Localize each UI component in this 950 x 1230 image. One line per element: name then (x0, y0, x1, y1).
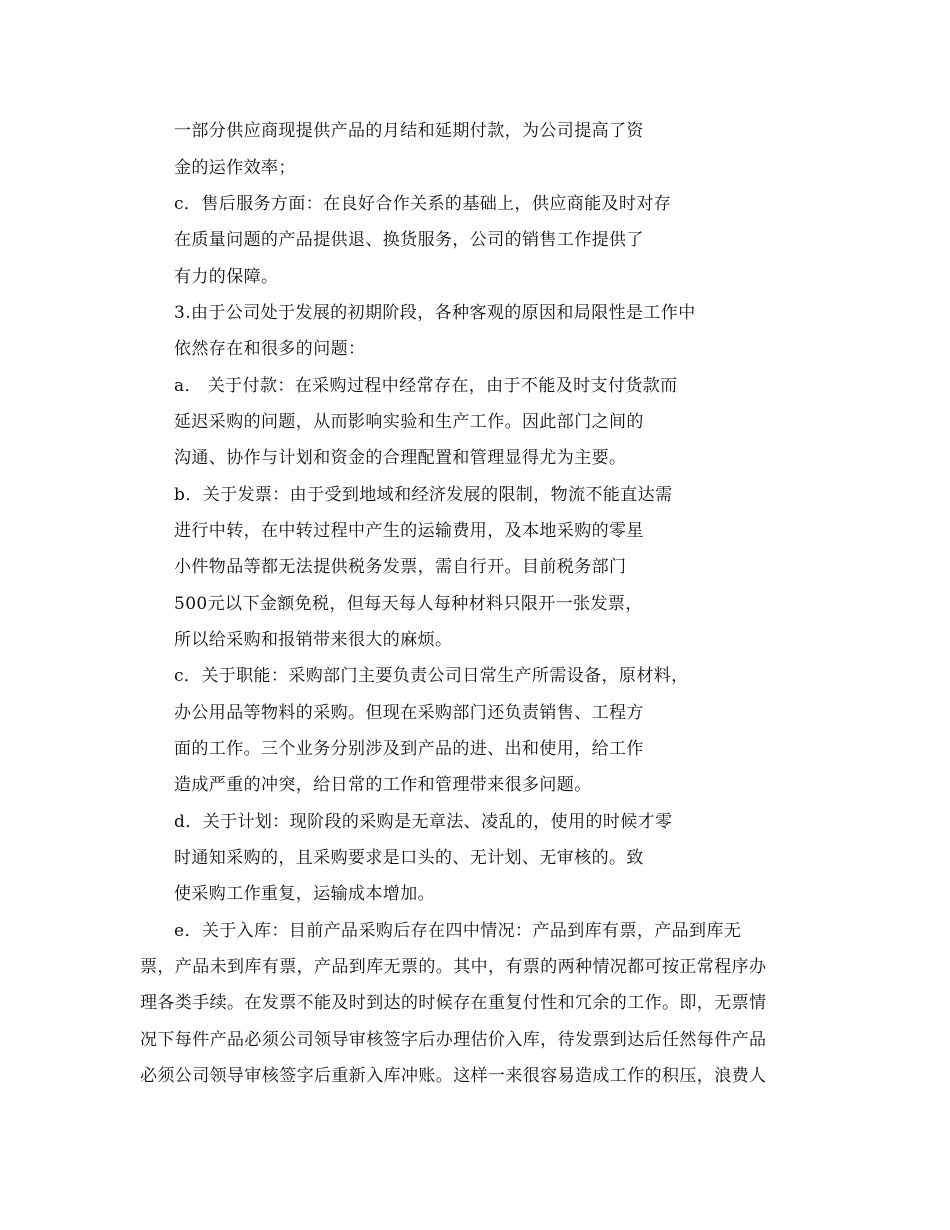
text-line: 时通知采购的，且采购要求是口头的、无计划、无审核的。致 (174, 848, 644, 868)
text-line: 理各类手续。在发票不能及时到达的时候存在重复付性和冗余的工作。即，无票情 (140, 993, 767, 1013)
text-line: 3.由于公司处于发展的初期阶段，各种客观的原因和局限性是工作中 (174, 303, 696, 323)
text-line: 况下每件产品必须公司领导审核签字后办理估价入库，待发票到达后任然每件产品 (140, 1030, 767, 1050)
text-line: 面的工作。三个业务分别涉及到产品的进、出和使用，给工作 (174, 739, 644, 759)
text-line: 造成严重的冲突，给日常的工作和管理带来很多问题。 (174, 775, 592, 795)
text-line: 所以给采购和报销带来很大的麻烦。 (174, 630, 453, 650)
text-line: e．关于入库：目前产品采购后存在四中情况：产品到库有票，产品到库无 (174, 921, 742, 941)
text-line: c．关于职能：采购部门主要负责公司日常生产所需设备，原材料， (174, 666, 689, 686)
text-line: d．关于计划：现阶段的采购是无章法、凌乱的，使用的时候才零 (174, 812, 673, 832)
text-line: 金的运作效率； (174, 158, 296, 178)
text-line: 一部分供应商现提供产品的月结和延期付款，为公司提高了资 (174, 121, 644, 141)
text-line: 500元以下金额免税，但每天每人每种材料只限开一张发票， (174, 594, 643, 614)
text-line: 办公用品等物料的采购。但现在采购部门还负责销售、工程方 (174, 703, 644, 723)
text-line: 必须公司领导审核签字后重新入库冲账。这样一来很容易造成工作的积压，浪费人 (140, 1066, 767, 1086)
text-line: 使采购工作重复，运输成本增加。 (174, 884, 435, 904)
text-line: 票，产品未到库有票，产品到库无票的。其中，有票的两种情况都可按正常程序办 (140, 957, 767, 977)
text-line: b．关于发票：由于受到地域和经济发展的限制，物流不能直达需 (174, 485, 673, 505)
text-line: 小件物品等都无法提供税务发票，需自行开。目前税务部门 (174, 557, 627, 577)
text-line: 在质量问题的产品提供退、换货服务，公司的销售工作提供了 (174, 230, 644, 250)
text-line: a． 关于付款：在采购过程中经常存在，由于不能及时支付货款而 (174, 376, 678, 396)
text-line: 进行中转，在中转过程中产生的运输费用，及本地采购的零星 (174, 521, 644, 541)
text-line: 沟通、协作与计划和资金的合理配置和管理显得尤为主要。 (174, 448, 627, 468)
text-line: 有力的保障。 (174, 267, 279, 287)
text-line: 延迟采购的问题，从而影响实验和生产工作。因此部门之间的 (174, 412, 644, 432)
text-line: 依然存在和很多的问题： (174, 339, 366, 359)
text-line: c．售后服务方面：在良好合作关系的基础上，供应商能及时对存 (174, 194, 672, 214)
